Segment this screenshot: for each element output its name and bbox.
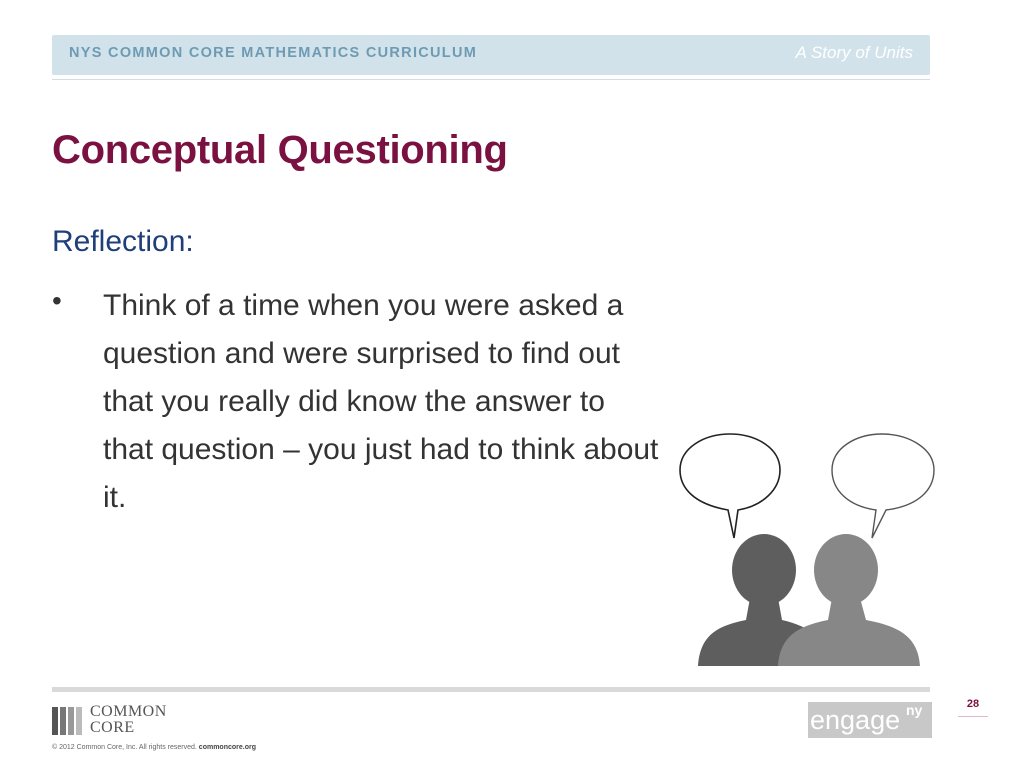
two-people-speech-bubbles-icon: [676, 430, 938, 670]
header-bar: [52, 35, 930, 75]
series-label: A Story of Units: [795, 43, 913, 62]
header-divider: [52, 79, 930, 80]
page-number-underline: [958, 716, 988, 717]
person-right-icon: [778, 534, 920, 666]
engage-word: engage: [810, 705, 901, 735]
copyright-text: [52, 744, 256, 751]
bullet-text: Think of a time when you were asked a question and were surprised to find out that you really did know the answer to that question – you just had to think about it.: [103, 289, 659, 514]
footer-divider: [52, 687, 930, 692]
copyright-link[interactable]: commoncore.org: [198, 744, 256, 751]
engageny-logo: [808, 702, 932, 738]
common-core-mark-icon: [52, 707, 84, 735]
slide-subhead: Reflection:: [52, 225, 194, 258]
copyright-notice: © 2012 Common Core, Inc. All rights reserved.: [52, 744, 197, 751]
slide-title: Conceptual Questioning: [52, 128, 508, 172]
page-number: 28: [966, 698, 980, 710]
curriculum-label: NYS COMMON CORE MATHEMATICS CURRICULUM: [69, 45, 478, 61]
common-core-logo: [52, 704, 192, 736]
speech-bubble-right-icon: [832, 434, 934, 538]
speech-bubble-left-icon: [680, 434, 780, 538]
logo-line2: CORE: [90, 719, 135, 736]
bullet-marker: •: [52, 285, 62, 316]
logo-line1: COMMON: [90, 703, 167, 720]
engage-ny: ny: [906, 702, 923, 718]
